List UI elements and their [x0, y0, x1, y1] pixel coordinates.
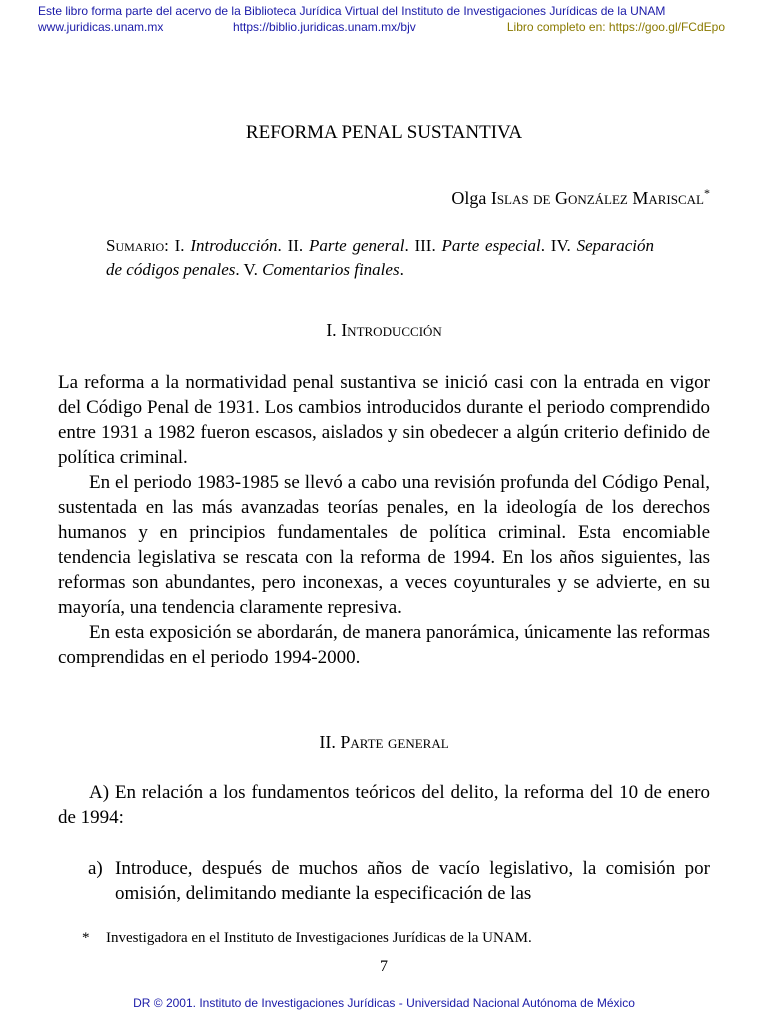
summary-item: Parte especial: [441, 236, 541, 255]
body-text: [58, 370, 710, 670]
section-intro: [58, 780, 710, 830]
author-surname: Islas de González Mariscal: [490, 188, 704, 208]
list-item-text: Introduce, después de muchos años de vacío legislativo, la comisión por omisión, delimitando mediante la especificación de las: [115, 858, 710, 904]
section-number: I.: [326, 320, 342, 340]
paragraph: A) En relación a los fundamentos teóricos del delito, la reforma del 10 de enero de 1994:: [58, 782, 710, 828]
summary-end: .: [399, 260, 404, 279]
section-title: Parte general: [340, 732, 449, 752]
copyright-footer: DR © 2001. Instituto de Investigaciones Jurídicas - Universidad Nacional Autónoma de México: [133, 996, 635, 1010]
summary-num: . IV.: [540, 236, 577, 255]
list-item: [88, 856, 710, 906]
section-heading-parte-general: [0, 732, 768, 753]
summary: [106, 234, 654, 282]
header-collection-notice: Este libro forma parte del acervo de la Biblioteca Jurídica Virtual del Instituto de Investigaciones Jurídicas de la UNAM: [38, 4, 666, 18]
site-link[interactable]: www.juridicas.unam.mx: [38, 20, 164, 34]
summary-num: . III.: [404, 236, 442, 255]
footnote: [82, 930, 532, 947]
biblio-link[interactable]: https://biblio.juridicas.unam.mx/bjv: [233, 20, 416, 34]
summary-item: Parte general: [308, 236, 405, 255]
section-number: II.: [319, 732, 341, 752]
summary-num: : I.: [164, 236, 191, 255]
page-number: 7: [380, 958, 388, 975]
summary-item: Separación de códigos penales: [106, 236, 655, 279]
list-item-label: a): [88, 858, 103, 879]
full-book-link[interactable]: Libro completo en: https://goo.gl/FCdEpo: [506, 20, 725, 34]
summary-label: Sumario: [106, 236, 165, 255]
footnote-reference[interactable]: *: [704, 186, 710, 200]
section-heading-introduccion: [0, 320, 768, 341]
paragraph: La reforma a la normatividad penal sustantiva se inició casi con la entrada en vigor del Código Penal de 1931. Los cambios introducidos durante el periodo comprendido entre 1931 a 1982 fueron escasos, aislados y sin obedecer a algún criterio definido de política criminal.: [58, 372, 710, 468]
page-title: REFORMA PENAL SUSTANTIVA: [245, 122, 523, 143]
paragraph: En esta exposición se abordarán, de manera panorámica, únicamente las reformas comprendidas en el periodo 1994-2000.: [58, 622, 710, 668]
author-line: [451, 186, 710, 209]
author-first-name: Olga: [451, 188, 491, 208]
summary-num: . II.: [277, 236, 309, 255]
paragraph: En el periodo 1983-1985 se llevó a cabo una revisión profunda del Código Penal, sustentada en las más avanzadas teorías penales, en la ideología de los derechos humanos y en principios fundamentales de política criminal. Esta encomiable tendencia legislativa se rescata con la reforma de 1994. En los años siguientes, las reformas son abundantes, pero inconexas, a veces coyunturales y se advierte, en su mayoría, una tendencia claramente represiva.: [58, 472, 710, 618]
summary-item: Introducción: [190, 236, 278, 255]
section-title: Introducción: [341, 320, 442, 340]
footnote-text: Investigadora en el Instituto de Investigaciones Jurídicas de la UNAM.: [106, 930, 532, 946]
footnote-mark: *: [82, 930, 90, 946]
summary-item: Comentarios finales: [262, 260, 400, 279]
summary-num: . V.: [235, 260, 263, 279]
